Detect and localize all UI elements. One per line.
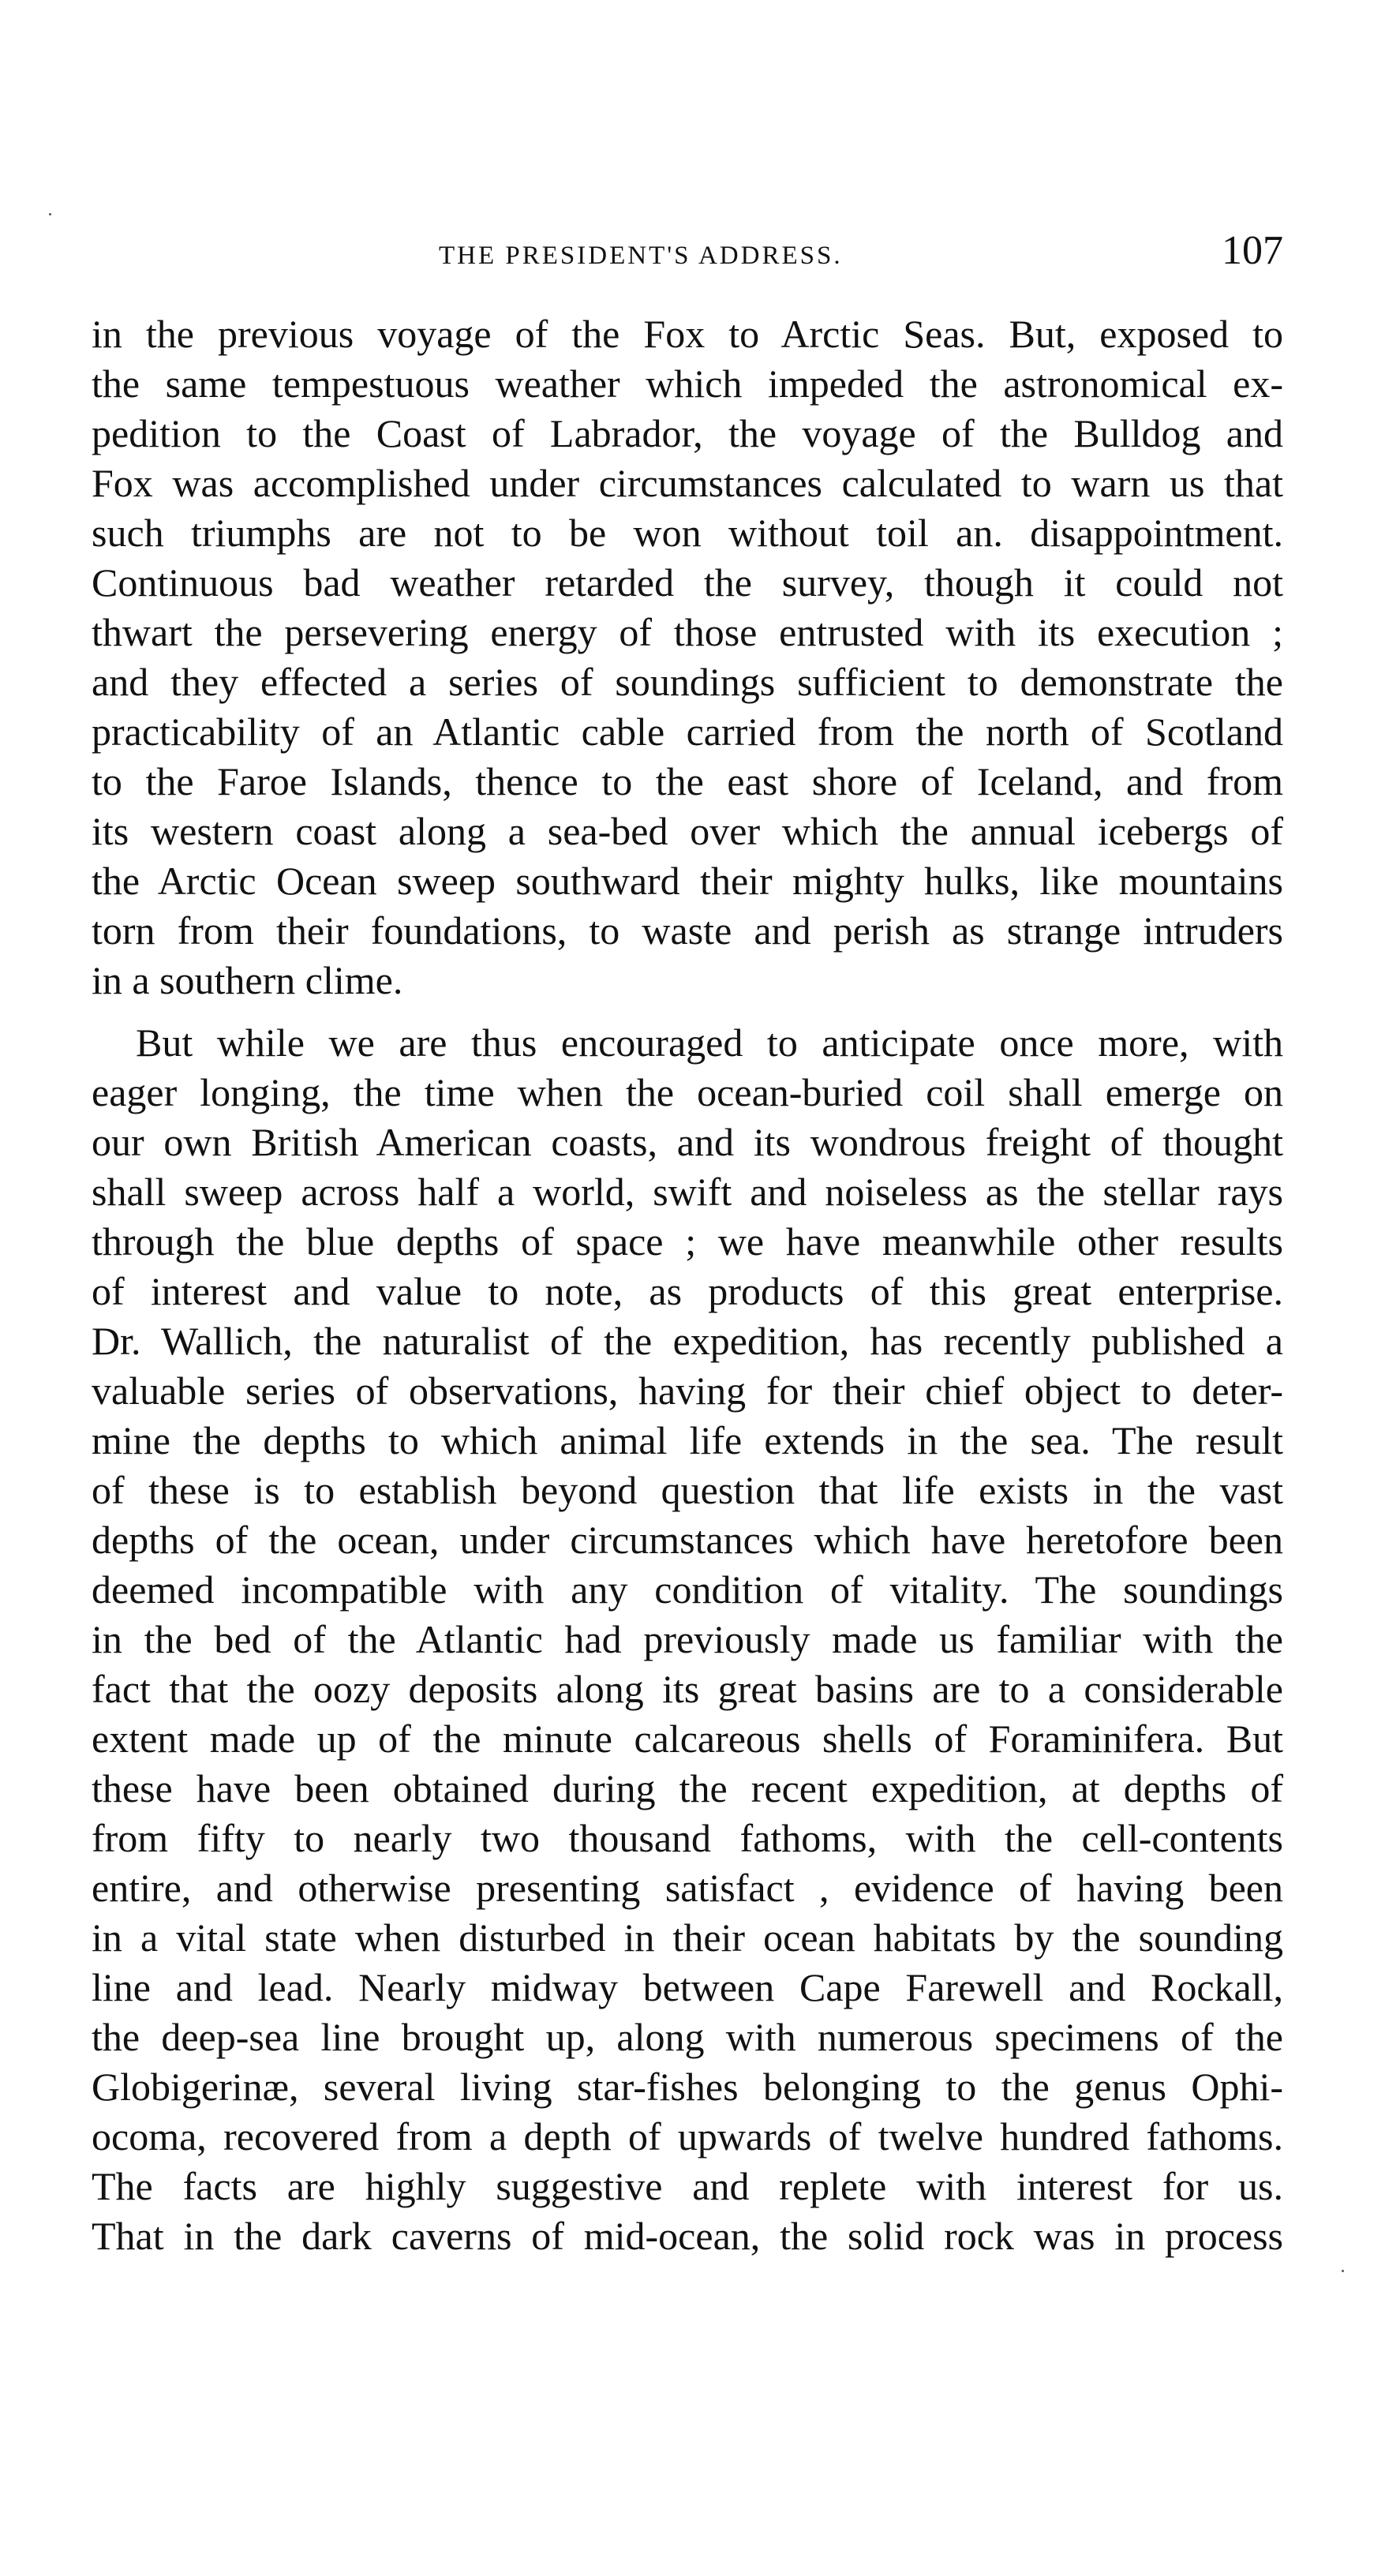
paragraph-1 [92,309,1283,1005]
text-line: in a vital state when disturbed in their ocean habitats by the sounding [92,1915,1283,1960]
body-text [92,309,1283,2261]
text-line: Fox was accomplished under circumstances calculated to warn us that [92,461,1283,505]
text-line: The facts are highly suggestive and replete with interest for us. [92,2164,1283,2208]
text-line: valuable series of observations, having for their chief object to deter- [92,1368,1283,1413]
text-line: Globigerinæ, several living star-fishes belonging to the genus Ophi- [92,2065,1283,2109]
text-line: from fifty to nearly two thousand fathoms, with the cell-contents [92,1816,1283,1860]
text-line: of these is to establish beyond question that life exists in the vast [92,1468,1283,1512]
text-line: the same tempestuous weather which impeded the astronomical ex- [92,361,1283,406]
text-line: extent made up of the minute calcareous shells of Foraminifera. But [92,1717,1283,1761]
text-line: pedition to the Coast of Labrador, the voyage of the Bulldog and [92,411,1283,455]
text-line: and they effected a series of soundings sufficient to demonstrate the [92,660,1283,704]
paper-speck [1342,2270,1344,2272]
text-line: in a southern clime. [92,958,403,1002]
text-line: Continuous bad weather retarded the survey, though it could not [92,560,1283,605]
text-line: depths of the ocean, under circumstances which have heretofore been [92,1518,1283,1562]
paragraph-2 [92,1018,1283,2261]
text-line: line and lead. Nearly midway between Cape Farewell and Rockall, [92,1965,1283,2009]
paper-speck [49,213,51,215]
text-line: thwart the persevering energy of those entrusted with its execution ; [92,610,1283,654]
text-line: torn from their foundations, to waste and perish as strange intruders [92,908,1283,953]
page-header [92,230,1283,278]
text-line: of interest and value to note, as products of this great enterprise. [92,1269,1283,1313]
text-line: Dr. Wallich, the naturalist of the expedition, has recently published a [92,1319,1283,1363]
text-line: mine the depths to which animal life extends in the sea. The result [92,1418,1283,1462]
text-line: shall sweep across half a world, swift and noiseless as the stellar rays [92,1170,1283,1214]
text-line: entire, and otherwise presenting satisfact , evidence of having been [92,1866,1283,1910]
running-head: THE PRESIDENT'S ADDRESS. [439,242,843,270]
text-line: practicability of an Atlantic cable carried from the north of Scotland [92,710,1283,754]
text-line: the Arctic Ocean sweep southward their mighty hulks, like mountains [92,859,1283,903]
text-line: to the Faroe Islands, thence to the east shore of Iceland, and from [92,759,1283,803]
text-line: such triumphs are not to be won without toil an. disappointment. [92,511,1283,555]
text-line: deemed incompatible with any condition of vitality. The soundings [92,1567,1283,1612]
text-line: the deep-sea line brought up, along with numerous specimens of the [92,2015,1283,2059]
text-line: But while we are thus encouraged to anticipate once more, with [136,1020,1283,1065]
text-line: That in the dark caverns of mid-ocean, the solid rock was in process [92,2214,1283,2258]
text-line: our own British American coasts, and its wondrous freight of thought [92,1120,1283,1164]
page-number: 107 [1222,228,1283,273]
text-line: in the bed of the Atlantic had previously made us familiar with the [92,1617,1283,1661]
text-line: ocoma, recovered from a depth of upwards of twelve hundred fathoms. [92,2114,1283,2159]
text-line: in the previous voyage of the Fox to Arctic Seas. But, exposed to [92,312,1283,356]
text-line: fact that the oozy deposits along its great basins are to a considerable [92,1667,1283,1711]
text-line: these have been obtained during the recent expedition, at depths of [92,1766,1283,1810]
text-line: its western coast along a sea-bed over which the annual icebergs of [92,809,1283,853]
text-line: eager longing, the time when the ocean-buried coil shall emerge on [92,1070,1283,1114]
text-line: through the blue depths of space ; we have meanwhile other results [92,1219,1283,1264]
